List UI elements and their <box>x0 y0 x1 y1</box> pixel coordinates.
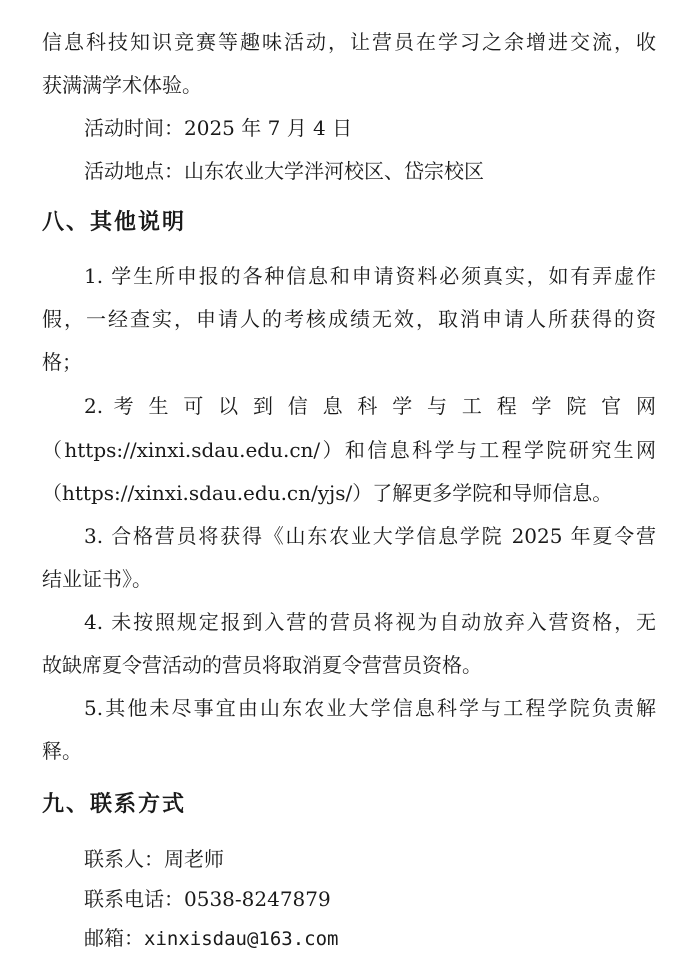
item-3-line-2: 结业证书》。 <box>42 567 152 591</box>
contact-person-value: 周老师 <box>164 847 224 871</box>
contact-email <box>84 924 656 953</box>
item-5-line-2: 释。 <box>42 739 82 763</box>
item-4-line-1: 4. 未按照规定报到入营的营员将视为自动放弃入营资格，无 <box>84 610 656 634</box>
section-8-heading: 八、其他说明 <box>42 210 187 235</box>
item-1-line-1: 1. 学生所申报的各种信息和申请资料必须真实，如有弄虚作 <box>84 264 656 288</box>
activity-place-label: 活动地点： <box>84 159 184 183</box>
item-2-line-3: （https://xinxi.sdau.edu.cn/yjs/）了解更多学院和导师信息。 <box>42 481 613 505</box>
activity-time-value: 2025 年 7 月 4 日 <box>184 116 353 140</box>
contact-person <box>84 845 656 873</box>
contact-phone <box>84 885 656 913</box>
activity-intro-line-2: 获满满学术体验。 <box>42 73 202 97</box>
contact-phone-value: 0538-8247879 <box>184 887 331 911</box>
contact-email-label: 邮箱： <box>84 926 144 950</box>
item-2-line-2: （https://xinxi.sdau.edu.cn/）和信息科学与工程学院研究生网 <box>42 438 656 462</box>
item-2-line-1: 2. 考 生 可 以 到 信 息 科 学 与 工 程 学 院 官 网 <box>84 394 656 418</box>
contact-email-value: xinxisdau@163.com <box>144 928 339 950</box>
activity-intro-line-1: 信息科技知识竞赛等趣味活动，让营员在学习之余增进交流，收 <box>42 30 656 54</box>
item-1-line-3: 格； <box>42 350 82 374</box>
item-1-line-2: 假，一经查实，申请人的考核成绩无效，取消申请人所获得的资 <box>42 307 656 331</box>
item-3-line-1: 3. 合格营员将获得《山东农业大学信息学院 2025 年夏令营 <box>84 524 656 548</box>
contact-person-label: 联系人： <box>84 847 164 871</box>
item-4-line-2: 故缺席夏令营活动的营员将取消夏令营营员资格。 <box>42 653 482 677</box>
item-5-line-1: 5.其他未尽事宜由山东农业大学信息科学与工程学院负责解 <box>84 696 656 720</box>
activity-time <box>84 114 656 142</box>
activity-time-label: 活动时间： <box>84 116 184 140</box>
contact-phone-label: 联系电话： <box>84 887 184 911</box>
activity-place-value: 山东农业大学泮河校区、岱宗校区 <box>184 159 484 183</box>
section-9-heading: 九、联系方式 <box>42 792 187 817</box>
activity-place <box>84 157 656 185</box>
